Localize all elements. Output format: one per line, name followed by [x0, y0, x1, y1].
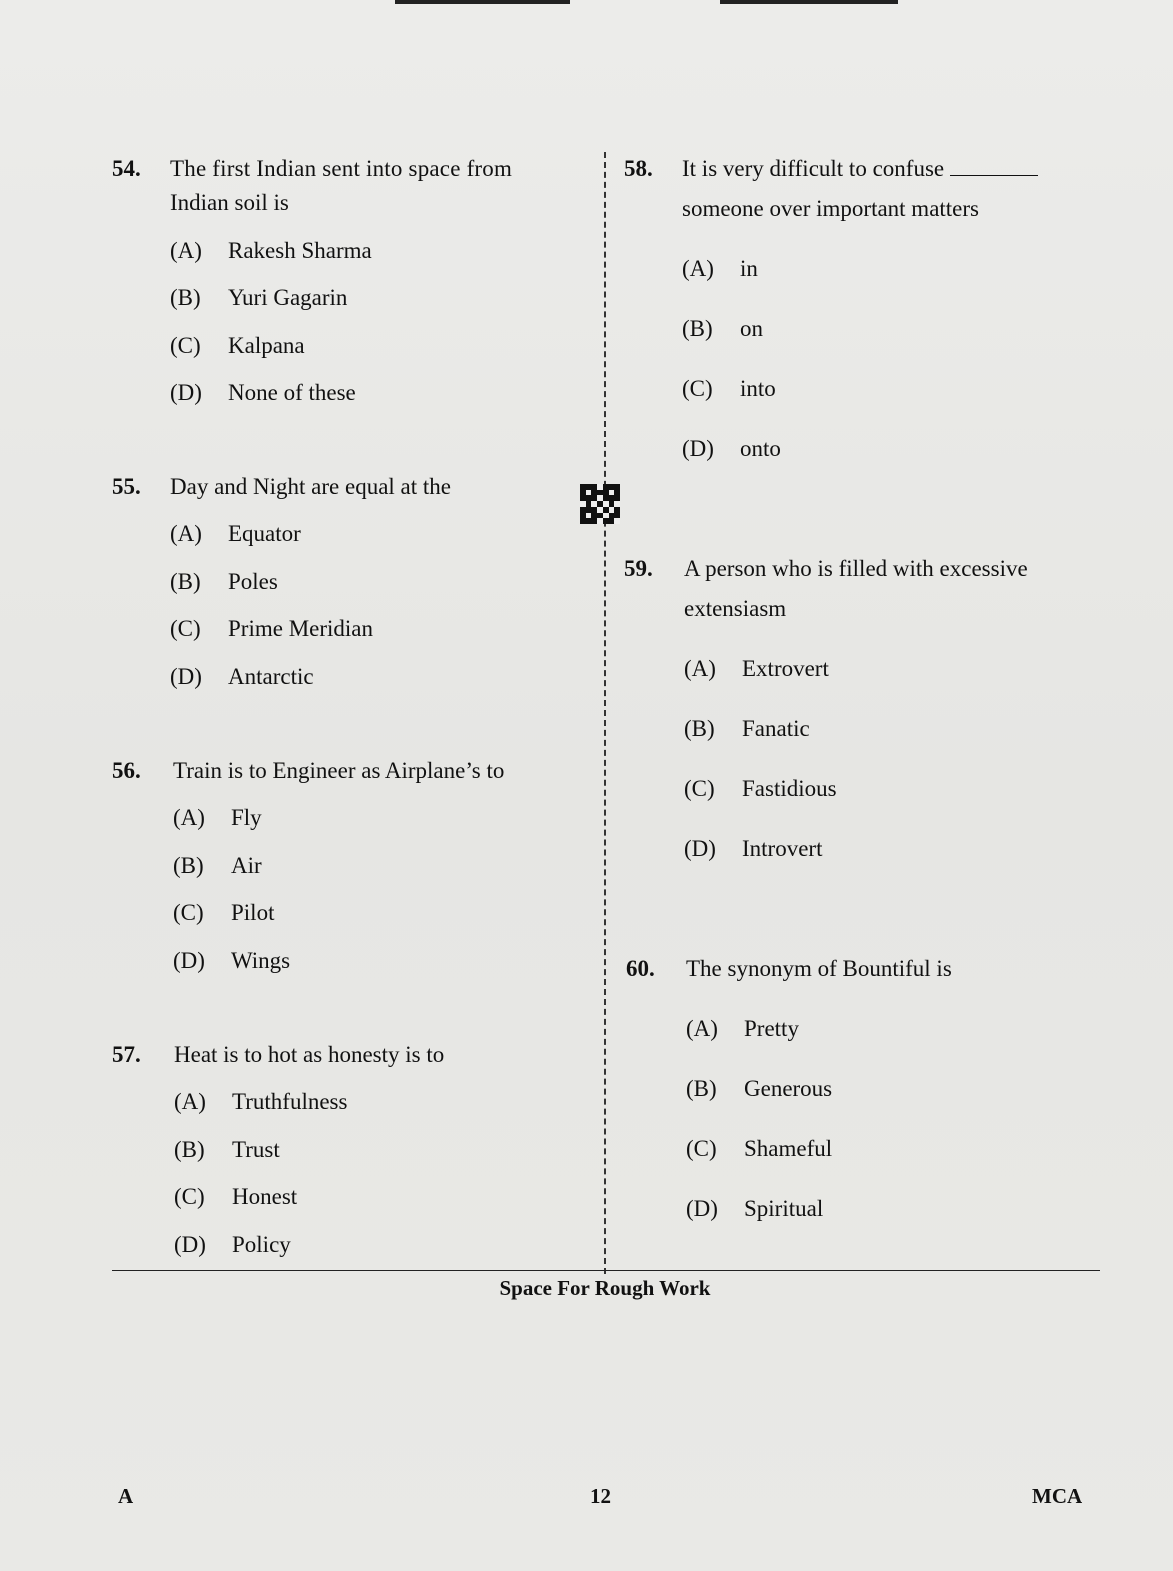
question-text: Train is to Engineer as Airplane’s to	[173, 758, 505, 783]
question-text: Day and Night are equal at the	[170, 474, 451, 499]
option-a[interactable]	[170, 517, 301, 551]
option-d[interactable]	[682, 432, 781, 466]
top-edge-mark	[720, 0, 898, 4]
option-label: (B)	[173, 853, 204, 878]
question-number: 55.	[112, 474, 141, 499]
option-label: (D)	[170, 380, 202, 405]
option-text: in	[740, 256, 758, 281]
option-d[interactable]	[173, 944, 290, 978]
option-label: (A)	[174, 1089, 206, 1114]
question-text-line: Indian soil is	[170, 190, 289, 215]
option-label: (D)	[174, 1232, 206, 1257]
option-text: Extrovert	[742, 656, 829, 681]
option-label: (D)	[173, 948, 205, 973]
option-text: Poles	[228, 569, 278, 594]
option-text: Rakesh Sharma	[228, 238, 372, 263]
option-text: Honest	[232, 1184, 298, 1209]
option-text: Equator	[228, 521, 301, 546]
option-text: Introvert	[742, 836, 823, 861]
option-text: Shameful	[744, 1136, 833, 1161]
option-text: Fly	[231, 805, 262, 830]
option-d[interactable]	[686, 1192, 823, 1226]
option-text: Prime Meridian	[228, 616, 373, 641]
question-number: 58.	[624, 156, 653, 181]
option-text: None of these	[228, 380, 356, 405]
option-text: Pilot	[231, 900, 275, 925]
option-c[interactable]	[684, 772, 837, 806]
option-label: (B)	[170, 285, 201, 310]
option-text: Spiritual	[744, 1196, 824, 1221]
option-b[interactable]	[170, 281, 347, 315]
option-label: (B)	[684, 716, 715, 741]
option-label: (C)	[170, 616, 201, 641]
option-text: Pretty	[744, 1016, 799, 1041]
option-text: Fanatic	[742, 716, 810, 741]
question-text-line: extensiasm	[684, 596, 787, 621]
option-text: Fastidious	[742, 776, 837, 801]
option-label: (C)	[684, 776, 715, 801]
question-number: 59.	[624, 556, 653, 581]
option-label: (B)	[686, 1076, 717, 1101]
option-label: (A)	[684, 656, 716, 681]
option-text: Policy	[232, 1232, 291, 1257]
option-label: (B)	[682, 316, 713, 341]
question-text	[170, 152, 560, 220]
question-text-part: It is very difficult to confuse	[682, 156, 945, 181]
option-text: Air	[231, 853, 262, 878]
option-text: Generous	[744, 1076, 833, 1101]
option-c[interactable]	[170, 612, 373, 646]
option-label: (C)	[173, 900, 204, 925]
question-text: The synonym of Bountiful is	[686, 956, 952, 981]
option-label: (A)	[682, 256, 714, 281]
top-edge-mark	[395, 0, 570, 4]
option-d[interactable]	[174, 1228, 291, 1262]
option-label: (D)	[684, 836, 716, 861]
question-text-line: someone over important matters	[682, 196, 980, 221]
rough-work-heading: Space For Rough Work	[499, 1276, 711, 1300]
column-divider	[604, 152, 606, 1274]
option-c[interactable]	[686, 1132, 832, 1166]
option-text: into	[740, 376, 776, 401]
question-text-line: A person who is filled with excessive	[684, 556, 1028, 581]
option-b[interactable]	[170, 565, 278, 599]
rough-work-rule	[112, 1270, 1100, 1271]
question-text	[682, 152, 1082, 226]
option-c[interactable]	[170, 329, 305, 363]
option-label: (A)	[170, 521, 202, 546]
option-b[interactable]	[684, 712, 810, 746]
option-a[interactable]	[684, 652, 829, 686]
option-a[interactable]	[682, 252, 758, 286]
footer-page-number: 12	[590, 1484, 611, 1508]
footer-course: MCA	[1032, 1484, 1083, 1508]
option-text: onto	[740, 436, 781, 461]
option-text: Antarctic	[228, 664, 314, 689]
option-c[interactable]	[174, 1180, 297, 1214]
option-label: (D)	[686, 1196, 718, 1221]
option-text: Wings	[231, 948, 291, 973]
question-number: 60.	[626, 956, 655, 981]
option-text: Trust	[232, 1137, 280, 1162]
question-number: 54.	[112, 156, 141, 181]
option-label: (C)	[170, 333, 201, 358]
option-b[interactable]	[174, 1133, 280, 1167]
question-number: 56.	[112, 758, 141, 783]
option-text: Truthfulness	[232, 1089, 348, 1114]
option-text: on	[740, 316, 763, 341]
question-text-line: The first Indian sent into space from	[170, 156, 513, 181]
option-c[interactable]	[173, 896, 274, 930]
option-b[interactable]	[173, 849, 262, 883]
option-label: (C)	[682, 376, 713, 401]
option-text: Yuri Gagarin	[228, 285, 348, 310]
option-label: (C)	[174, 1184, 205, 1209]
option-text: Kalpana	[228, 333, 305, 358]
option-label: (A)	[686, 1016, 718, 1041]
option-label: (A)	[170, 238, 202, 263]
option-b[interactable]	[682, 312, 763, 346]
question-text-line	[682, 152, 1082, 186]
option-c[interactable]	[682, 372, 776, 406]
option-label: (A)	[173, 805, 205, 830]
option-label: (B)	[170, 569, 201, 594]
option-label: (C)	[686, 1136, 717, 1161]
question-text: Heat is to hot as honesty is to	[174, 1042, 445, 1067]
option-d[interactable]	[684, 832, 822, 866]
option-a[interactable]	[173, 801, 262, 835]
question-number: 57.	[112, 1042, 141, 1067]
answer-blank	[950, 153, 1038, 176]
option-label: (D)	[682, 436, 714, 461]
qr-code-icon	[580, 484, 620, 524]
footer-series: A	[118, 1484, 134, 1508]
option-d[interactable]	[170, 376, 356, 410]
question-text	[684, 552, 1084, 626]
option-label: (D)	[170, 664, 202, 689]
option-b[interactable]	[686, 1072, 832, 1106]
option-a[interactable]	[686, 1012, 799, 1046]
option-label: (B)	[174, 1137, 205, 1162]
option-a[interactable]	[170, 234, 372, 268]
option-a[interactable]	[174, 1085, 347, 1119]
option-d[interactable]	[170, 660, 314, 694]
